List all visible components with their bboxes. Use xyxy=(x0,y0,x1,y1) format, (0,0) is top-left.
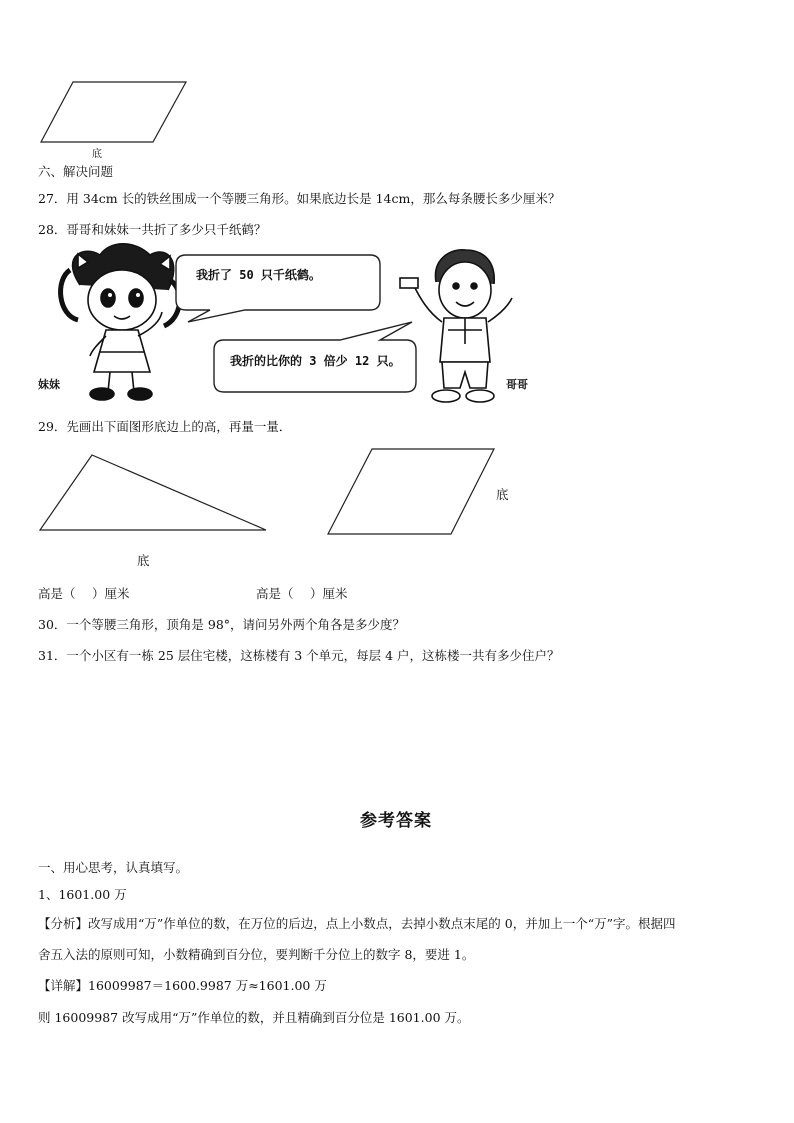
top-parallelogram-base-label: 底 xyxy=(92,149,102,160)
answers-section-1-heading: 一、用心思考，认真填写。 xyxy=(38,860,189,875)
q29-parallelogram xyxy=(328,449,494,534)
brother-label: 哥哥 xyxy=(506,378,528,391)
speech-bubble-1-text: 我折了 50 只千纸鹤。 xyxy=(196,268,321,282)
q29-shapes xyxy=(0,0,794,560)
sister-label: 妹妹 xyxy=(38,378,60,391)
question-29: 29．先画出下面图形底边上的高，再量一量． xyxy=(38,419,292,434)
height-answer-right: 高是（ ）厘米 xyxy=(256,586,348,601)
question-30: 30．一个等腰三角形，顶角是 98°，请问另外两个角各是多少度？ xyxy=(38,617,406,632)
speech-bubble-2-text: 我折的比你的 3 倍少 12 只。 xyxy=(230,354,401,368)
answers-title: 参考答案 xyxy=(360,811,432,831)
conclusion-line: 则 16009987 改写成用“万”作单位的数，并且精确到百分位是 1601.00 万。 xyxy=(38,1010,470,1025)
height-answer-left: 高是（ ）厘米 xyxy=(38,586,130,601)
analysis-line-2: 舍五入法的原则可知，小数精确到百分位，要判断千分位上的数字 8，要进 1。 xyxy=(38,947,475,962)
detail-line: 【详解】16009987＝1600.9987 万≈1601.00 万 xyxy=(38,978,327,993)
analysis-line-1: 【分析】改写成用“万”作单位的数，在万位的后边，点上小数点，去掉小数点末尾的 0，并加上一个“万”字。根据四 xyxy=(38,916,676,931)
question-31: 31．一个小区有一栋 25 层住宅楼，这栋楼有 3 个单元，每层 4 户，这栋楼一共有多少住户？ xyxy=(38,648,560,663)
parallelogram-base-label: 底 xyxy=(496,487,509,502)
question-28: 28．哥哥和妹妹一共折了多少只千纸鹤？ xyxy=(38,222,267,237)
answer-1: 1、1601.00 万 xyxy=(38,887,127,902)
triangle-base-label: 底 xyxy=(137,553,150,568)
section-6-heading: 六、解决问题 xyxy=(38,164,114,179)
question-27: 27．用 34cm 长的铁丝围成一个等腰三角形。如果底边长是 14cm，那么每条腰长多少厘米？ xyxy=(38,191,561,206)
q29-triangle xyxy=(40,455,266,530)
